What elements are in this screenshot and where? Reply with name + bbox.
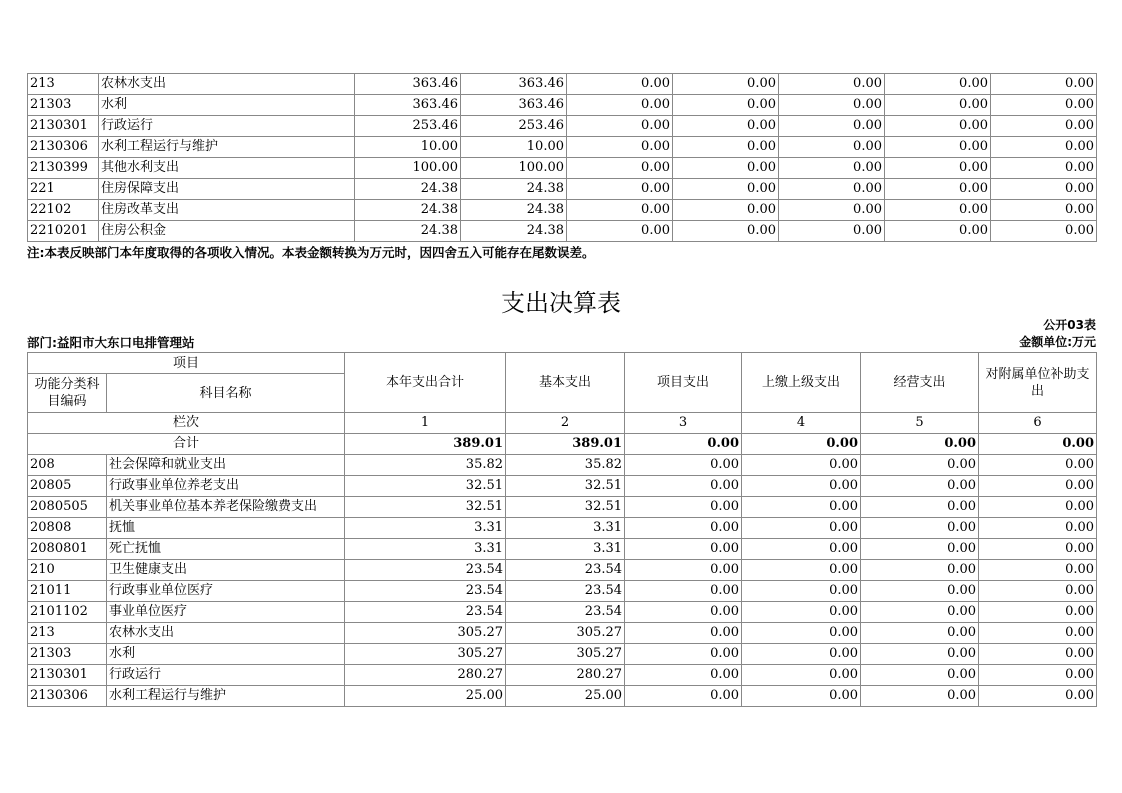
amount-cell: 0.00 <box>991 200 1097 221</box>
amount-cell: 0.00 <box>979 686 1097 707</box>
amount-cell: 305.27 <box>345 623 506 644</box>
amount-cell: 0.00 <box>991 221 1097 242</box>
amount-cell: 0.00 <box>779 95 885 116</box>
amount-cell: 0.00 <box>673 179 779 200</box>
amount-cell: 32.51 <box>345 476 506 497</box>
header-code: 功能分类科目编码 <box>28 374 107 413</box>
amount-cell: 24.38 <box>461 179 567 200</box>
amount-cell: 0.00 <box>567 200 673 221</box>
amount-cell: 0.00 <box>742 665 861 686</box>
amount-cell: 0.00 <box>885 116 991 137</box>
amount-cell: 0.00 <box>979 539 1097 560</box>
table-row <box>28 560 1097 581</box>
amount-cell: 0.00 <box>625 455 742 476</box>
amount-cell: 0.00 <box>567 74 673 95</box>
subject-name: 事业单位医疗 <box>107 602 345 623</box>
expense-table <box>27 352 1097 707</box>
income-note: 注:本表反映部门本年度取得的各项收入情况。本表金额转换为万元时，因四舍五入可能存在尾数误差。 <box>27 245 595 260</box>
amount-cell: 0.00 <box>861 560 979 581</box>
amount-cell: 0.00 <box>979 644 1097 665</box>
page-title: 支出决算表 <box>501 289 621 317</box>
amount-cell: 0.00 <box>979 518 1097 539</box>
header-name: 科目名称 <box>107 374 345 413</box>
amount-cell: 23.54 <box>506 560 625 581</box>
amount-cell: 0.00 <box>567 95 673 116</box>
subject-code: 2130301 <box>28 116 99 137</box>
header-item: 项目 <box>28 353 345 374</box>
amount-cell: 305.27 <box>345 644 506 665</box>
amount-cell: 0.00 <box>673 116 779 137</box>
amount-cell: 10.00 <box>461 137 567 158</box>
amount-cell: 24.38 <box>355 179 461 200</box>
amount-cell: 0.00 <box>673 95 779 116</box>
amount-cell: 32.51 <box>506 476 625 497</box>
amount-cell: 100.00 <box>461 158 567 179</box>
amount-cell: 24.38 <box>461 200 567 221</box>
subject-name: 抚恤 <box>107 518 345 539</box>
amount-cell: 0.00 <box>991 158 1097 179</box>
amount-cell: 0.00 <box>742 560 861 581</box>
amount-cell: 0.00 <box>861 581 979 602</box>
subject-name: 机关事业单位基本养老保险缴费支出 <box>107 497 345 518</box>
amount-cell: 0.00 <box>779 221 885 242</box>
subject-name: 其他水利支出 <box>99 158 355 179</box>
amount-cell: 0.00 <box>779 137 885 158</box>
subject-name: 卫生健康支出 <box>107 560 345 581</box>
amount-cell: 24.38 <box>355 200 461 221</box>
table-row <box>28 221 1097 242</box>
subject-code: 2130301 <box>28 665 107 686</box>
amount-cell: 0.00 <box>885 95 991 116</box>
amount-cell: 0.00 <box>979 581 1097 602</box>
amount-cell: 0.00 <box>625 539 742 560</box>
amount-cell: 0.00 <box>742 518 861 539</box>
amount-cell: 0.00 <box>625 560 742 581</box>
amount-cell: 3.31 <box>506 539 625 560</box>
table-row <box>28 581 1097 602</box>
amount-cell: 0.00 <box>742 539 861 560</box>
col-index-label: 栏次 <box>28 413 345 434</box>
col-index: 6 <box>979 413 1097 434</box>
income-table-tail <box>27 73 1097 242</box>
header-col: 本年支出合计 <box>345 353 506 413</box>
subject-code: 2080505 <box>28 497 107 518</box>
total-value: 0.00 <box>979 434 1097 455</box>
amount-cell: 25.00 <box>345 686 506 707</box>
amount-cell: 0.00 <box>625 665 742 686</box>
subject-name: 农林水支出 <box>107 623 345 644</box>
amount-cell: 0.00 <box>885 200 991 221</box>
amount-cell: 0.00 <box>991 179 1097 200</box>
amount-cell: 0.00 <box>779 158 885 179</box>
amount-cell: 0.00 <box>979 560 1097 581</box>
amount-cell: 0.00 <box>673 200 779 221</box>
subject-name: 行政运行 <box>99 116 355 137</box>
subject-name: 行政事业单位养老支出 <box>107 476 345 497</box>
amount-cell: 3.31 <box>506 518 625 539</box>
subject-code: 2130399 <box>28 158 99 179</box>
subject-name: 社会保障和就业支出 <box>107 455 345 476</box>
amount-cell: 0.00 <box>742 686 861 707</box>
amount-cell: 0.00 <box>861 686 979 707</box>
amount-cell: 0.00 <box>991 116 1097 137</box>
subject-code: 213 <box>28 74 99 95</box>
amount-cell: 0.00 <box>861 623 979 644</box>
header-col: 上缴上级支出 <box>742 353 861 413</box>
subject-code: 2080801 <box>28 539 107 560</box>
subject-name: 住房改革支出 <box>99 200 355 221</box>
amount-cell: 0.00 <box>991 137 1097 158</box>
amount-cell: 23.54 <box>506 602 625 623</box>
col-index: 5 <box>861 413 979 434</box>
total-value: 0.00 <box>742 434 861 455</box>
amount-cell: 0.00 <box>567 221 673 242</box>
total-value: 389.01 <box>506 434 625 455</box>
col-index: 1 <box>345 413 506 434</box>
form-number: 公开03表 <box>1043 318 1096 332</box>
amount-cell: 0.00 <box>742 497 861 518</box>
amount-cell: 305.27 <box>506 623 625 644</box>
total-value: 0.00 <box>861 434 979 455</box>
subject-code: 2130306 <box>28 686 107 707</box>
amount-cell: 0.00 <box>979 497 1097 518</box>
amount-cell: 363.46 <box>355 74 461 95</box>
amount-cell: 100.00 <box>355 158 461 179</box>
amount-cell: 0.00 <box>979 623 1097 644</box>
amount-cell: 0.00 <box>625 497 742 518</box>
amount-cell: 0.00 <box>625 476 742 497</box>
subject-name: 住房保障支出 <box>99 179 355 200</box>
col-index: 3 <box>625 413 742 434</box>
amount-cell: 0.00 <box>885 137 991 158</box>
amount-cell: 0.00 <box>673 74 779 95</box>
subject-code: 20805 <box>28 476 107 497</box>
subject-name: 水利 <box>107 644 345 665</box>
amount-cell: 25.00 <box>506 686 625 707</box>
subject-name: 行政事业单位医疗 <box>107 581 345 602</box>
amount-cell: 0.00 <box>861 476 979 497</box>
table-row <box>28 158 1097 179</box>
amount-cell: 23.54 <box>506 581 625 602</box>
table-row <box>28 137 1097 158</box>
amount-cell: 363.46 <box>461 95 567 116</box>
amount-cell: 0.00 <box>885 158 991 179</box>
col-index: 2 <box>506 413 625 434</box>
amount-cell: 24.38 <box>355 221 461 242</box>
subject-name: 水利工程运行与维护 <box>99 137 355 158</box>
table-row <box>28 665 1097 686</box>
header-col: 对附属单位补助支出 <box>979 353 1097 413</box>
total-value: 389.01 <box>345 434 506 455</box>
amount-cell: 0.00 <box>625 581 742 602</box>
amount-cell: 0.00 <box>742 455 861 476</box>
unit-label: 金额单位:万元 <box>1019 335 1096 349</box>
amount-cell: 0.00 <box>991 74 1097 95</box>
amount-cell: 0.00 <box>625 686 742 707</box>
department-label: 部门:益阳市大东口电排管理站 <box>27 335 195 350</box>
subject-name: 行政运行 <box>107 665 345 686</box>
amount-cell: 35.82 <box>506 455 625 476</box>
amount-cell: 363.46 <box>461 74 567 95</box>
amount-cell: 280.27 <box>506 665 625 686</box>
amount-cell: 0.00 <box>779 179 885 200</box>
amount-cell: 0.00 <box>625 644 742 665</box>
amount-cell: 0.00 <box>885 74 991 95</box>
amount-cell: 0.00 <box>885 179 991 200</box>
subject-name: 农林水支出 <box>99 74 355 95</box>
subject-code: 21011 <box>28 581 107 602</box>
amount-cell: 0.00 <box>991 95 1097 116</box>
amount-cell: 3.31 <box>345 539 506 560</box>
subject-code: 221 <box>28 179 99 200</box>
amount-cell: 0.00 <box>979 665 1097 686</box>
amount-cell: 0.00 <box>567 137 673 158</box>
subject-code: 208 <box>28 455 107 476</box>
subject-code: 2210201 <box>28 221 99 242</box>
subject-name: 水利工程运行与维护 <box>107 686 345 707</box>
subject-code: 22102 <box>28 200 99 221</box>
amount-cell: 0.00 <box>861 497 979 518</box>
amount-cell: 0.00 <box>742 581 861 602</box>
amount-cell: 32.51 <box>345 497 506 518</box>
table-row <box>28 686 1097 707</box>
table-row <box>28 74 1097 95</box>
amount-cell: 0.00 <box>673 221 779 242</box>
amount-cell: 0.00 <box>979 476 1097 497</box>
amount-cell: 280.27 <box>345 665 506 686</box>
subject-code: 2101102 <box>28 602 107 623</box>
amount-cell: 0.00 <box>567 116 673 137</box>
amount-cell: 0.00 <box>861 665 979 686</box>
table-row <box>28 518 1097 539</box>
table-row <box>28 644 1097 665</box>
header-col: 项目支出 <box>625 353 742 413</box>
table-row <box>28 200 1097 221</box>
subject-name: 水利 <box>99 95 355 116</box>
table-row <box>28 455 1097 476</box>
amount-cell: 0.00 <box>861 602 979 623</box>
amount-cell: 305.27 <box>506 644 625 665</box>
subject-code: 21303 <box>28 644 107 665</box>
table-row <box>28 539 1097 560</box>
table-row <box>28 602 1097 623</box>
amount-cell: 0.00 <box>625 623 742 644</box>
amount-cell: 0.00 <box>567 179 673 200</box>
amount-cell: 0.00 <box>673 158 779 179</box>
col-index: 4 <box>742 413 861 434</box>
amount-cell: 0.00 <box>567 158 673 179</box>
amount-cell: 3.31 <box>345 518 506 539</box>
table-row <box>28 179 1097 200</box>
amount-cell: 24.38 <box>461 221 567 242</box>
subject-code: 2130306 <box>28 137 99 158</box>
subject-name: 死亡抚恤 <box>107 539 345 560</box>
total-label: 合计 <box>28 434 345 455</box>
header-col: 经营支出 <box>861 353 979 413</box>
amount-cell: 0.00 <box>779 116 885 137</box>
amount-cell: 0.00 <box>979 455 1097 476</box>
amount-cell: 0.00 <box>885 221 991 242</box>
subject-name: 住房公积金 <box>99 221 355 242</box>
table-row <box>28 116 1097 137</box>
amount-cell: 0.00 <box>742 644 861 665</box>
amount-cell: 0.00 <box>861 539 979 560</box>
amount-cell: 0.00 <box>742 602 861 623</box>
amount-cell: 23.54 <box>345 581 506 602</box>
table-row <box>28 623 1097 644</box>
amount-cell: 0.00 <box>861 455 979 476</box>
amount-cell: 32.51 <box>506 497 625 518</box>
amount-cell: 363.46 <box>355 95 461 116</box>
amount-cell: 0.00 <box>625 602 742 623</box>
table-row <box>28 95 1097 116</box>
amount-cell: 0.00 <box>861 518 979 539</box>
amount-cell: 0.00 <box>673 137 779 158</box>
amount-cell: 0.00 <box>861 644 979 665</box>
amount-cell: 0.00 <box>625 518 742 539</box>
total-value: 0.00 <box>625 434 742 455</box>
amount-cell: 0.00 <box>779 74 885 95</box>
amount-cell: 10.00 <box>355 137 461 158</box>
table-row <box>28 497 1097 518</box>
amount-cell: 253.46 <box>355 116 461 137</box>
amount-cell: 0.00 <box>742 476 861 497</box>
amount-cell: 23.54 <box>345 560 506 581</box>
table-row <box>28 476 1097 497</box>
subject-code: 210 <box>28 560 107 581</box>
header-col: 基本支出 <box>506 353 625 413</box>
amount-cell: 23.54 <box>345 602 506 623</box>
amount-cell: 35.82 <box>345 455 506 476</box>
subject-code: 213 <box>28 623 107 644</box>
subject-code: 21303 <box>28 95 99 116</box>
amount-cell: 0.00 <box>979 602 1097 623</box>
subject-code: 20808 <box>28 518 107 539</box>
amount-cell: 0.00 <box>742 623 861 644</box>
amount-cell: 253.46 <box>461 116 567 137</box>
amount-cell: 0.00 <box>779 200 885 221</box>
